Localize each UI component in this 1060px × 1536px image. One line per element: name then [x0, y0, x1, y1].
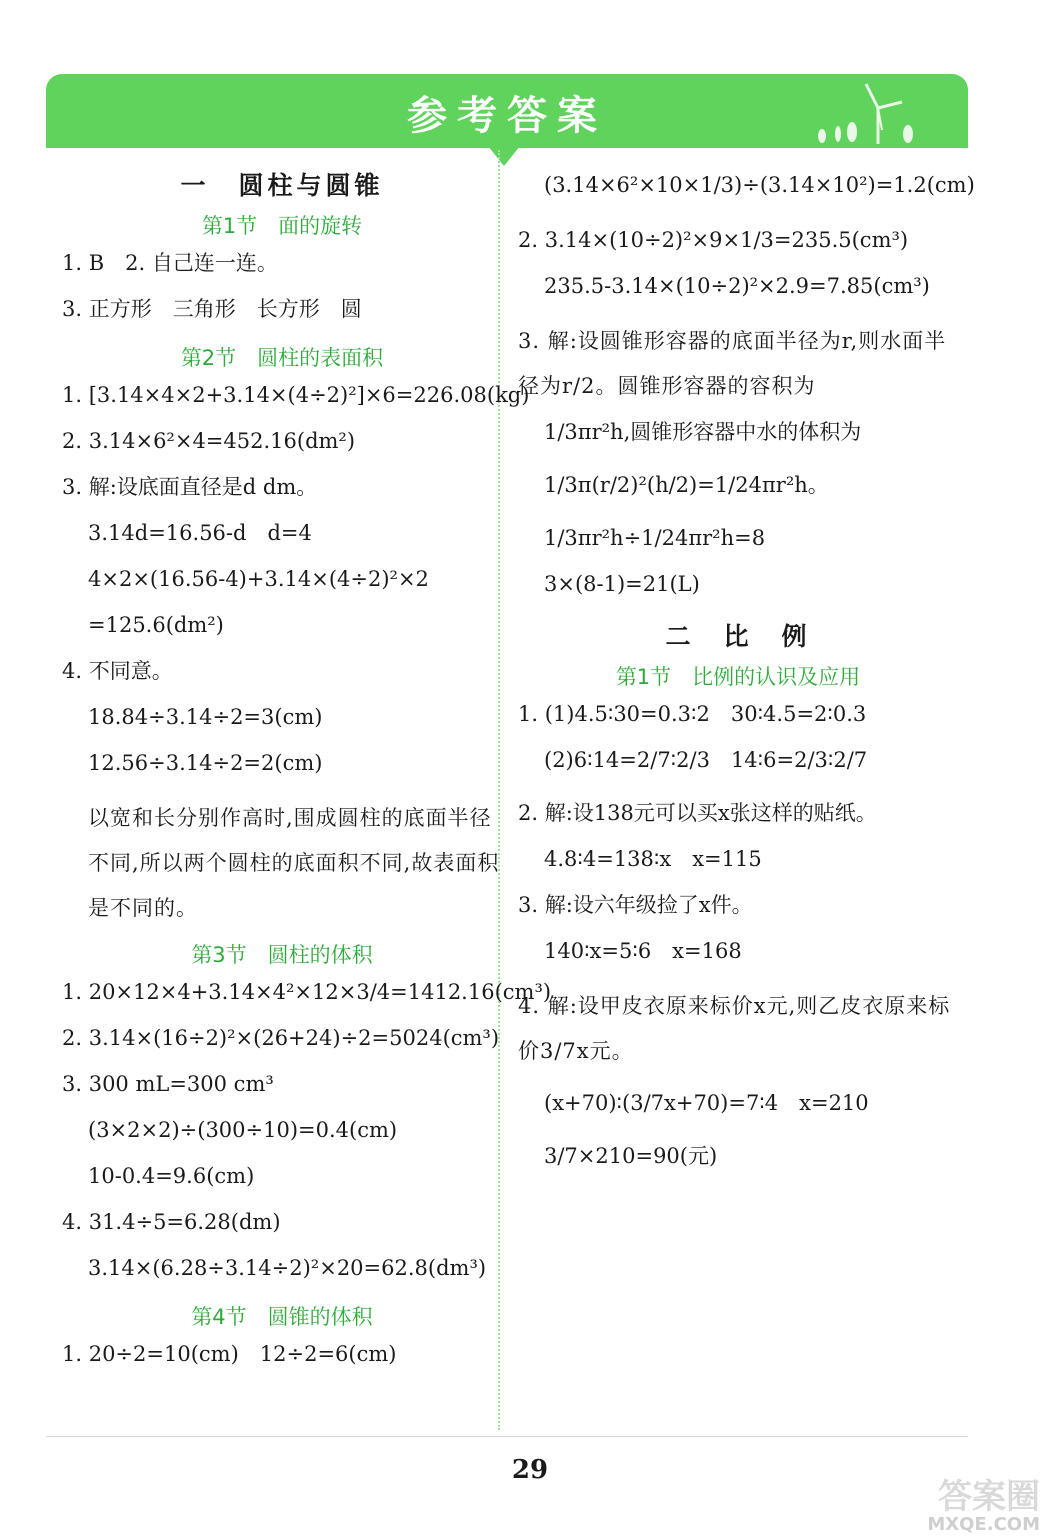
section-heading: 第1节 面的旋转 [201, 214, 363, 238]
answer-line: 4. 不同意。 [62, 659, 173, 683]
answer-line: 1/3πr²h,圆锥形容器中水的体积为 [544, 420, 862, 444]
answer-paragraph: 3. 解:设圆锥形容器的底面半径为r,则水面半径为r/2。圆锥形容器的容积为 [518, 329, 947, 398]
answer-line: 3. 解:设底面直径是d dm。 [62, 475, 318, 499]
answer-line: 3.14×(6.28÷3.14÷2)²×20=62.8(dm³) [88, 1256, 487, 1280]
answer-line: 2. 解:设138元可以买x张这样的贴纸。 [518, 801, 877, 825]
watermark-text: 答案圈 [938, 1477, 1040, 1517]
answer-line: 1/3πr²h÷1/24πr²h=8 [544, 526, 766, 550]
header-banner [46, 74, 968, 148]
watermark-logo [900, 1477, 1040, 1535]
right-column [518, 160, 975, 1189]
answer-line: =125.6(dm²) [88, 613, 224, 637]
watermark-url: MXQE.COM [927, 1514, 1040, 1535]
answer-line: (x+70)∶(3/7x+70)=7∶4 x=210 [544, 1091, 869, 1115]
answer-line: (2)6∶14=2/7∶2/3 14∶6=2/3∶2/7 [544, 748, 868, 772]
answer-line: 3. 解:设六年级捡了x件。 [518, 893, 753, 917]
answer-line: (3×2×2)÷(300÷10)=0.4(cm) [88, 1118, 398, 1142]
section-heading: 第3节 圆柱的体积 [191, 943, 373, 967]
answer-line: 1. B 2. 自己连一连。 [62, 251, 278, 275]
answer-paragraph: 以宽和长分别作高时,围成圆柱的底面半径不同,所以两个圆柱的底面积不同,故表面积是不同的。 [88, 806, 500, 920]
section-heading: 第1节 比例的认识及应用 [615, 665, 861, 689]
answer-line: 18.84÷3.14÷2=3(cm) [88, 705, 323, 729]
answer-line: 12.56÷3.14÷2=2(cm) [88, 751, 323, 775]
left-column [62, 160, 552, 1387]
answer-line: 4. 31.4÷5=6.28(dm) [62, 1210, 281, 1234]
answer-line: (3.14×6²×10×1/3)÷(3.14×10²)=1.2(cm) [544, 173, 975, 197]
answer-paragraph: 4. 解:设甲皮衣原来标价x元,则乙皮衣原来标价3/7x元。 [518, 994, 951, 1063]
page-title: 参考答案 [407, 93, 607, 139]
page-number: 29 [511, 1455, 549, 1485]
answer-line: 3.14d=16.56-d d=4 [88, 521, 312, 545]
answer-line: 1. 20÷2=10(cm) 12÷2=6(cm) [62, 1342, 397, 1366]
answer-line: 4.8∶4=138∶x x=115 [544, 847, 762, 871]
chapter-heading: 二 比 例 [665, 622, 811, 651]
footer-rule [46, 1436, 968, 1437]
answer-line: 3/7×210=90(元) [544, 1144, 718, 1168]
answer-line: 1/3π(r/2)²(h/2)=1/24πr²h。 [544, 473, 829, 497]
answer-line: 2. 3.14×(10÷2)²×9×1/3=235.5(cm³) [518, 228, 909, 252]
answer-line: 4×2×(16.56-4)+3.14×(4÷2)²×2 [88, 567, 429, 591]
section-heading: 第2节 圆柱的表面积 [180, 346, 384, 370]
answer-line: 10-0.4=9.6(cm) [88, 1164, 255, 1188]
answer-line: 3×(8-1)=21(L) [544, 572, 700, 596]
answer-line: 3. 300 mL=300 cm³ [62, 1072, 274, 1096]
windmill-icon [808, 78, 928, 144]
chapter-heading: 一 圆柱与圆锥 [180, 171, 384, 200]
answer-line: 2. 3.14×(16÷2)²×(26+24)÷2=5024(cm³) [62, 1026, 500, 1050]
answer-line: 3. 正方形 三角形 长方形 圆 [62, 297, 362, 321]
section-heading: 第4节 圆锥的体积 [191, 1305, 373, 1329]
answer-line: 140∶x=5∶6 x=168 [544, 939, 742, 963]
answer-line: 1. 20×12×4+3.14×4²×12×3/4=1412.16(cm³) [62, 980, 552, 1004]
answer-line: 1. [3.14×4×2+3.14×(4÷2)²]×6=226.08(kg) [62, 383, 530, 407]
answer-line: 2. 3.14×6²×4=452.16(dm²) [62, 429, 356, 453]
answer-line: 235.5-3.14×(10÷2)²×2.9=7.85(cm³) [544, 274, 930, 298]
answer-line: 1. (1)4.5∶30=0.3∶2 30∶4.5=2∶0.3 [518, 702, 867, 726]
